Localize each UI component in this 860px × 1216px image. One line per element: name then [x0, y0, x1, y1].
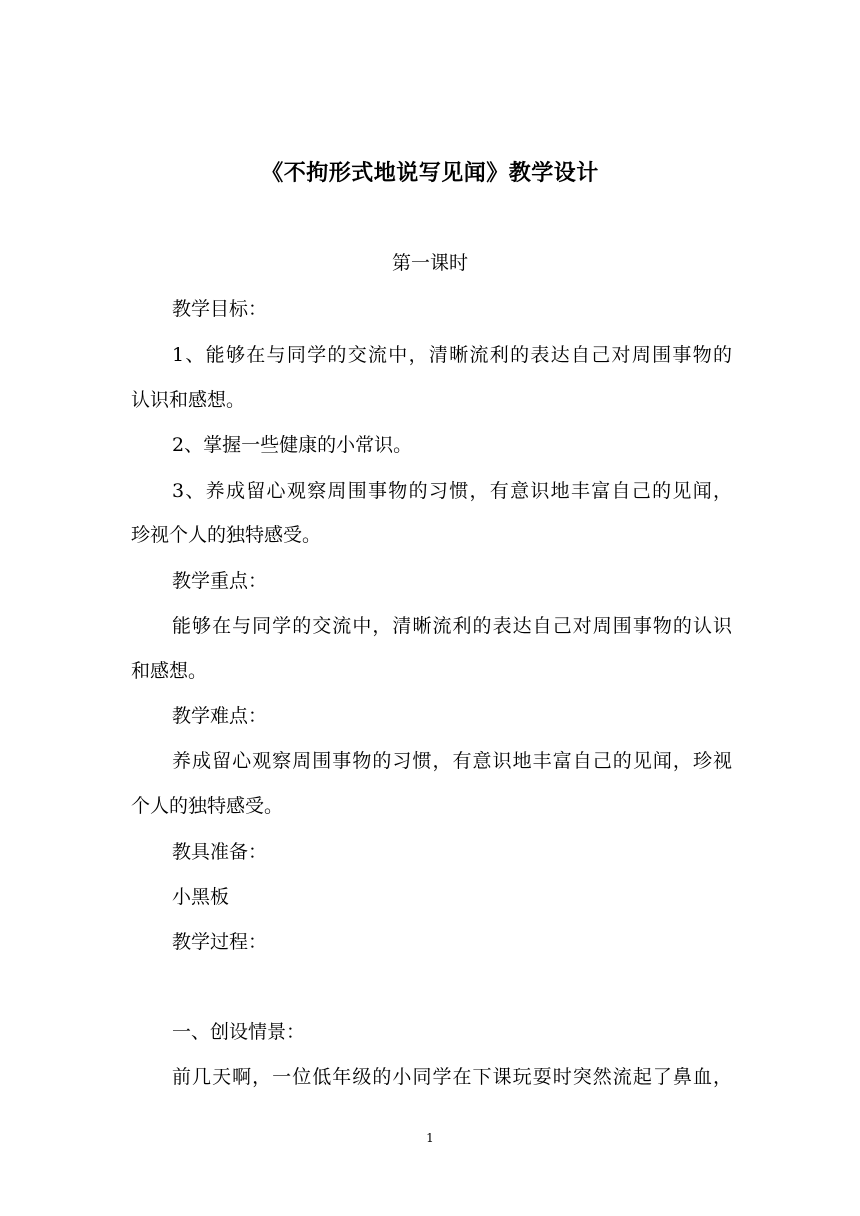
- key-points-line-1: 能够在与同学的交流中，清晰流利的表达自己对周围事物的认识: [172, 615, 732, 637]
- objective-2: 2、掌握一些健康的小常识。: [172, 434, 413, 456]
- difficulties-line-2: 个人的独特感受。: [131, 795, 284, 817]
- process-heading: 教学过程：: [172, 931, 268, 953]
- objective-1-line-2: 认识和感想。: [131, 389, 246, 411]
- materials-item: 小黑板: [172, 886, 230, 908]
- materials-heading: 教具准备：: [172, 841, 268, 863]
- section-1-line-1: 前几天啊，一位低年级的小同学在下课玩耍时突然流起了鼻血，: [172, 1066, 732, 1088]
- objective-3-line-1: 3、养成留心观察周围事物的习惯，有意识地丰富自己的见闻，: [172, 480, 732, 502]
- page-number: 1: [426, 1131, 434, 1145]
- lesson-label: 第一课时: [391, 252, 468, 274]
- document-title: 《不拘形式地说写见闻》教学设计: [261, 160, 599, 186]
- objective-3-line-2: 珍视个人的独特感受。: [131, 524, 322, 546]
- difficulties-heading: 教学难点：: [172, 705, 268, 727]
- section-1-heading: 一、创设情景：: [172, 1021, 306, 1043]
- key-points-line-2: 和感想。: [131, 660, 208, 682]
- difficulties-line-1: 养成留心观察周围事物的习惯，有意识地丰富自己的见闻，珍视: [172, 750, 732, 772]
- objectives-heading: 教学目标：: [172, 298, 268, 320]
- key-points-heading: 教学重点：: [172, 570, 268, 592]
- objective-1-line-1: 1、能够在与同学的交流中，清晰流利的表达自己对周围事物的: [172, 344, 732, 366]
